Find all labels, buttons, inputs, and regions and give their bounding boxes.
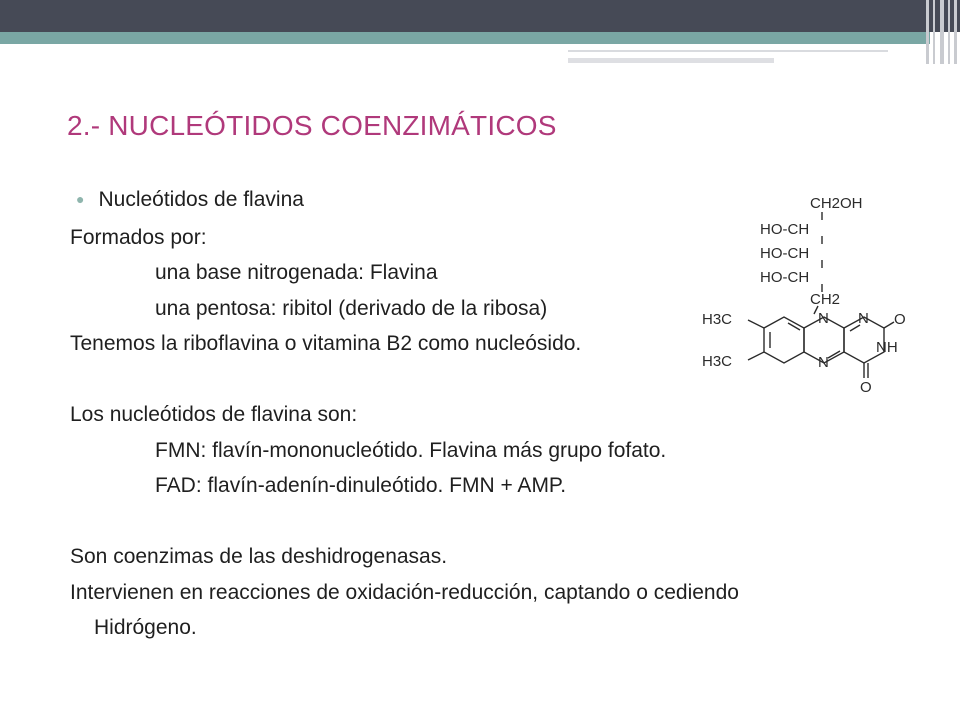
text-line: Tenemos la riboflavina o vitamina B2 como nucleósido. — [70, 332, 582, 355]
slide-title: 2.- NUCLEÓTIDOS COENZIMÁTICOS — [67, 110, 557, 141]
structure-label: HO-CH — [760, 221, 810, 238]
text-line: Hidrógeno. — [94, 616, 197, 639]
text-line: Intervienen en reacciones de oxidación-reducción, captando o cediendo — [70, 580, 739, 604]
structure-label: NH — [876, 339, 898, 356]
text-line: una pentosa: ribitol (derivado de la ribosa) — [155, 296, 548, 320]
bullet-icon: ● — [76, 191, 85, 207]
spacer — [70, 504, 890, 540]
structure-label: HO-CH — [760, 269, 810, 286]
structure-label: N — [818, 354, 829, 371]
text-line: FMN: flavín-mononucleótido. Flavina más grupo fofato. — [155, 438, 667, 462]
structure-label: HO-CH — [760, 245, 810, 262]
structure-label: H3C — [702, 353, 733, 370]
structure-label: CH2 — [810, 291, 841, 308]
bullet-text: Nucleótidos de flavina — [98, 188, 304, 211]
text-line: una base nitrogenada: Flavina — [155, 261, 438, 284]
decorative-line — [568, 58, 774, 63]
accent-band — [0, 32, 930, 44]
decorative-line — [568, 50, 888, 52]
structure-label: O — [894, 311, 906, 328]
structure-label: N — [858, 310, 869, 327]
text-line: Formados por: — [70, 225, 207, 249]
structure-label: H3C — [702, 311, 733, 328]
structure-label: O — [860, 379, 872, 396]
text-line: Los nucleótidos de flavina son: — [70, 403, 358, 426]
riboflavin-structure — [700, 186, 910, 414]
text-line: Son coenzimas de las deshidrogenasas. — [70, 545, 448, 568]
header-bar — [0, 0, 960, 32]
structure-label: N — [818, 310, 829, 327]
ribitol-chain — [760, 195, 863, 314]
corner-decoration — [924, 0, 960, 64]
structure-label: CH2OH — [810, 195, 863, 212]
text-line: FAD: flavín-adenín-dinuleótido. FMN + AMP. — [155, 474, 567, 497]
